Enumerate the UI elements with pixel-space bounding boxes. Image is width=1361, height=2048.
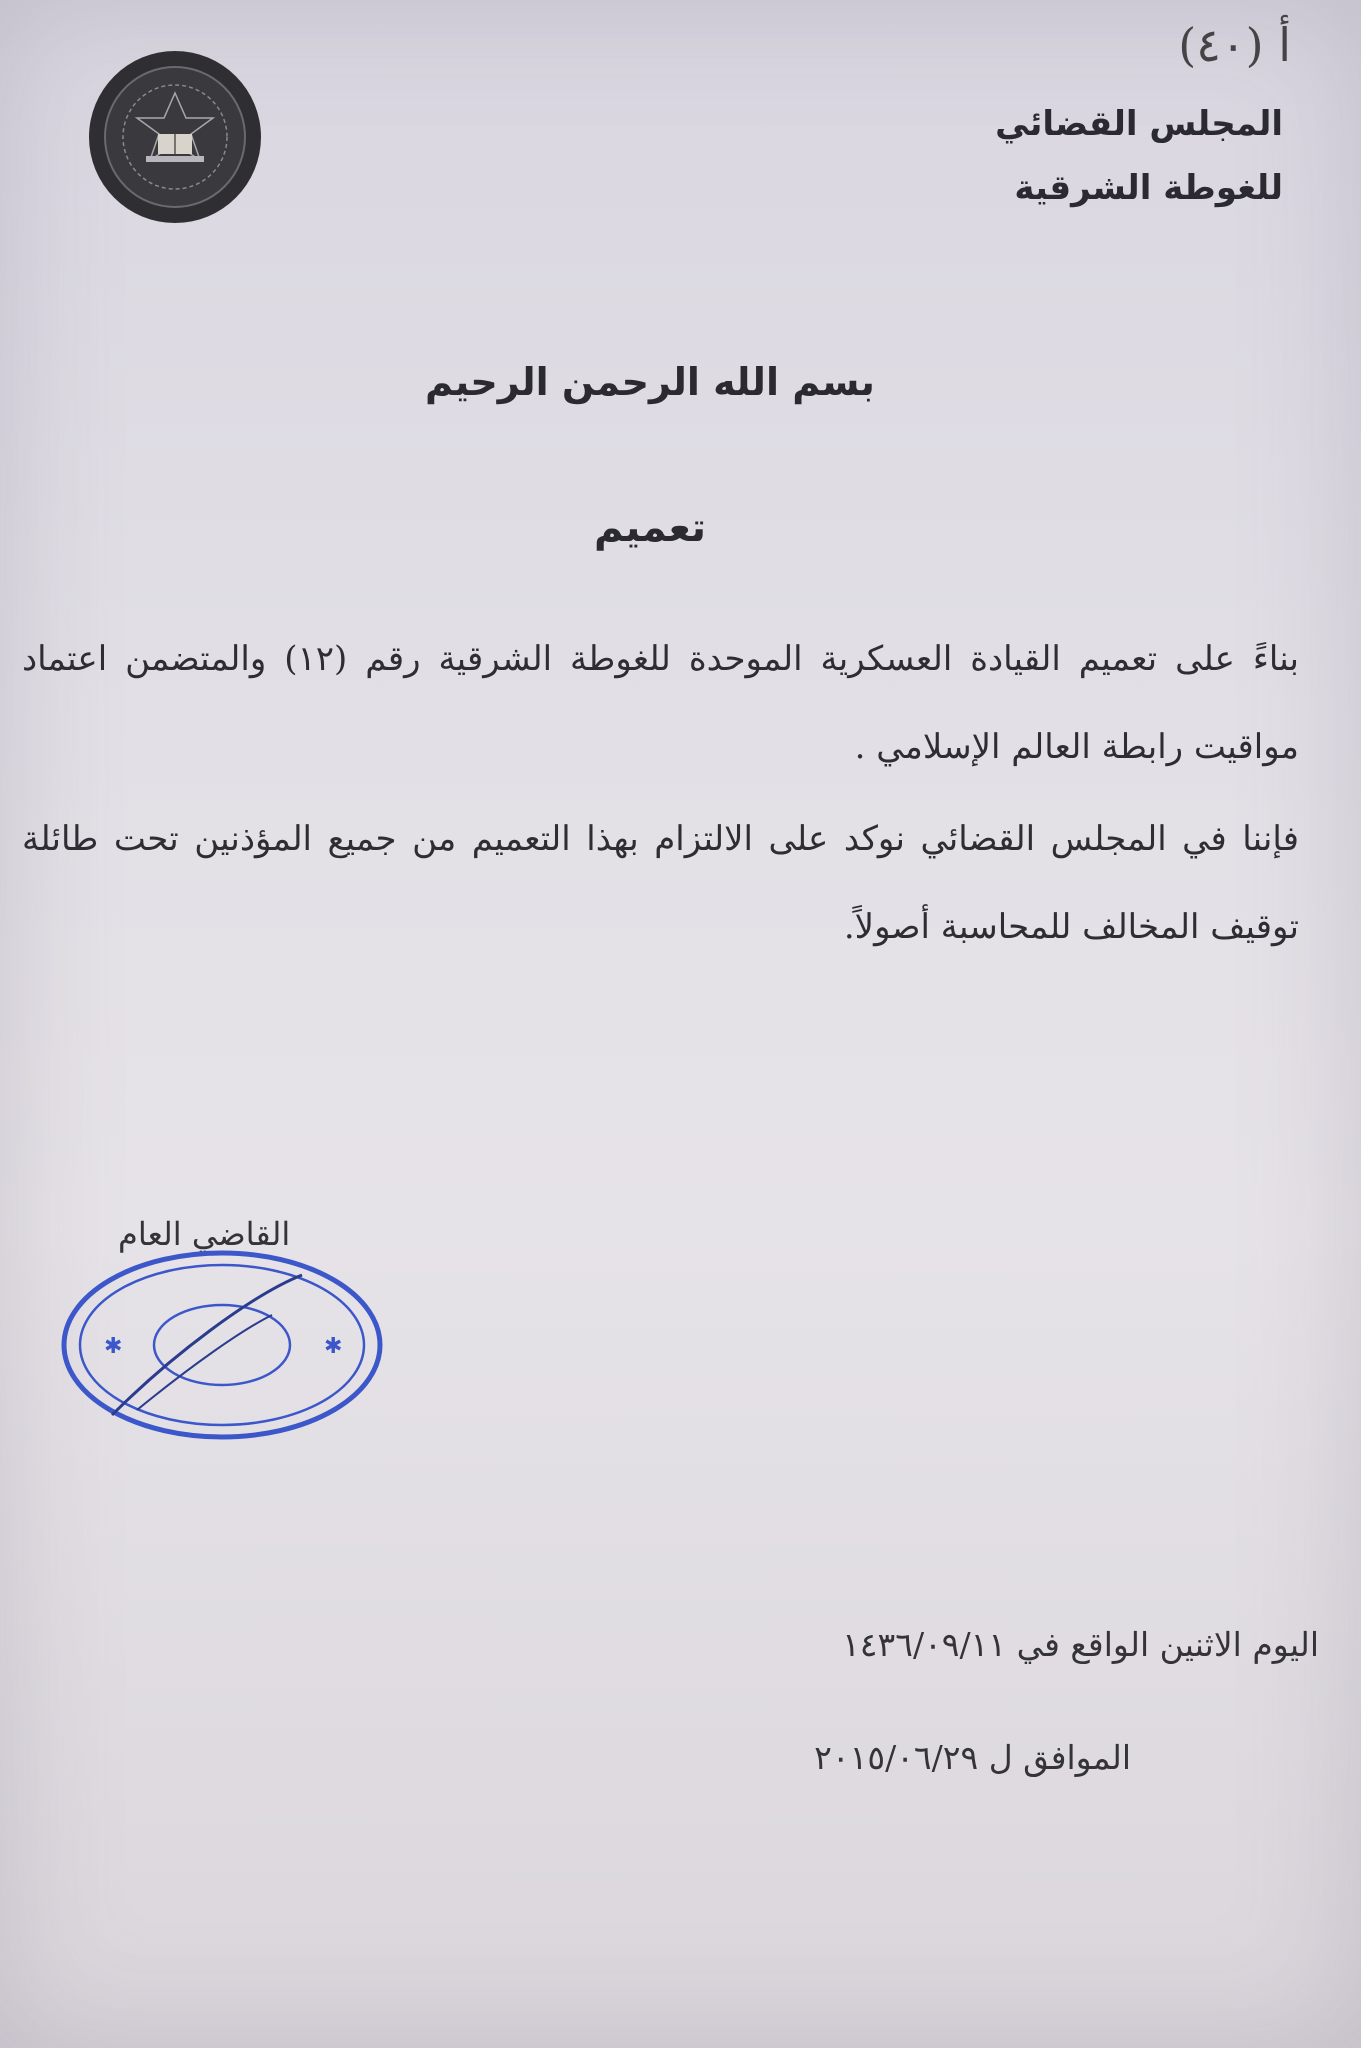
signature-title: القاضي العام [118,1215,291,1253]
council-seal-emblem-icon [86,48,264,226]
body-paragraph-2: فإننا في المجلس القضائي نوكد على الالتزام بهذا التعميم من جميع المؤذنين تحت طائلة توقيف المخالف للمحاسبة أصولاً. [22,819,1299,947]
reference-number: (٤٠) أ [1178,18,1291,72]
blue-oval-stamp-icon [52,1235,392,1455]
organization-name-line2: للغوطة الشرقية [1014,168,1283,208]
svg-text:✱: ✱ [104,1334,123,1359]
gregorian-date: الموافق ل ٢٠١٥/٠٦/٢٩ [814,1738,1131,1777]
body-paragraph-1: بناءً على تعميم القيادة العسكرية الموحدة للغوطة الشرقية رقم (١٢) والمتضمن اعتماد مواقيت رابطة العالم الإسلامي . [22,639,1299,767]
organization-header [995,92,1283,220]
svg-text:✱: ✱ [324,1334,343,1359]
basmala-heading: بسم الله الرحمن الرحيم [425,360,875,404]
document-title: تعميم [593,505,707,551]
organization-name-line1: المجلس القضائي [995,104,1283,144]
hijri-date: اليوم الاثنين الواقع في ١٤٣٦/٠٩/١١ [842,1625,1319,1664]
